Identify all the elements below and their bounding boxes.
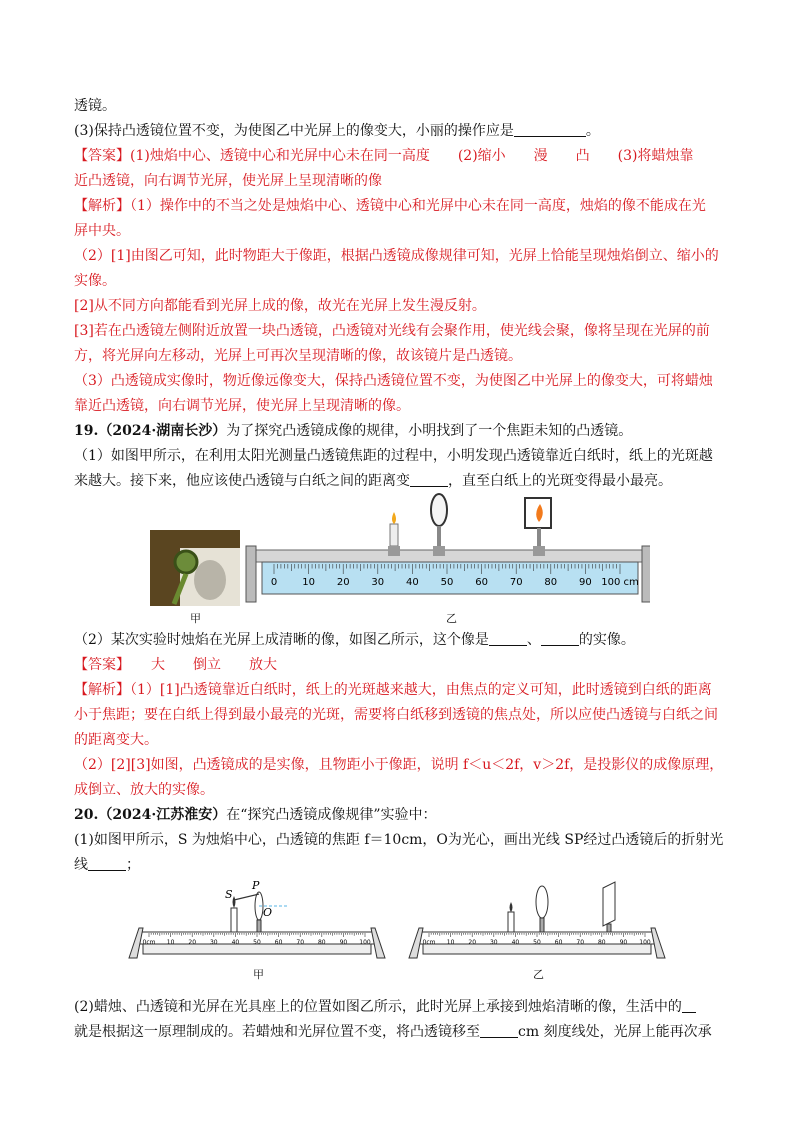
ruler-label: 40 bbox=[231, 939, 240, 946]
question-20-part1: 线 ； bbox=[74, 857, 140, 873]
analysis-line: 小于焦距；要在白纸上得到最小最亮的光斑，需要将白纸移到透镜的焦点处，所以应使凸透镜与白纸之间 bbox=[74, 707, 718, 723]
analysis-line: 实像。 bbox=[74, 273, 116, 289]
ruler-label: 60 bbox=[274, 939, 283, 946]
ruler-label: 40 bbox=[406, 577, 419, 588]
answer-blank bbox=[410, 472, 448, 487]
figure-20 bbox=[125, 878, 675, 980]
label-o: O bbox=[263, 906, 273, 919]
ruler-label: 0cm bbox=[142, 939, 156, 946]
figure-caption: 乙 bbox=[446, 612, 457, 625]
figure-caption: 甲 bbox=[190, 612, 201, 625]
ruler-label: 40 bbox=[511, 939, 520, 946]
question-19-part1: （1）如图甲所示，在利用太阳光测量凸透镜焦距的过程中，小明发现凸透镜靠近白纸时，纸上的光斑越 bbox=[74, 448, 713, 464]
question-20-part2: 就是根据这一原理制成的。若蜡烛和光屏位置不变，将凸透镜移至 cm 刻度线处，光屏上能再次承 bbox=[74, 1024, 712, 1040]
analysis-line: [3]若在凸透镜左侧附近放置一块凸透镜，凸透镜对光线有会聚作用，使光线会聚，像将呈现在光屏的前 bbox=[74, 323, 710, 339]
ruler-label: 80 bbox=[544, 577, 558, 588]
analysis-line: 方，将光屏向左移动，光屏上可再次呈现清晰的像，故该镜片是凸透镜。 bbox=[74, 348, 522, 364]
ruler-label: 20 bbox=[468, 939, 477, 946]
ruler-label: 50 bbox=[533, 939, 541, 946]
ruler-label: 100 bbox=[359, 939, 371, 946]
analysis-line: 靠近凸透镜，向右调节光屏，使光屏上呈现清晰的像。 bbox=[74, 398, 410, 414]
question-19-header: 19.（2024·湖南长沙）为了探究凸透镜成像的规律，小明找到了一个焦距未知的凸透镜。 bbox=[74, 423, 633, 439]
answer-line: 【答案】(1)烛焰中心、透镜中心和光屏中心未在同一高度 (2)缩小 漫 凸 (3)将蜡烛靠 bbox=[74, 148, 694, 164]
ruler-label: 30 bbox=[371, 577, 385, 588]
answer-blank bbox=[682, 998, 696, 1013]
ruler-label: 50 bbox=[253, 939, 261, 946]
question-20-part1: (1)如图甲所示，S 为烛焰中心，凸透镜的焦距 f＝10cm，O为光心，画出光线 SP经过凸透镜后的折射光 bbox=[74, 832, 724, 848]
answer-blank bbox=[480, 1023, 518, 1038]
ruler-label: 70 bbox=[576, 939, 585, 946]
ruler-label: 60 bbox=[554, 939, 563, 946]
answer-line: 近凸透镜，向右调节光屏，使光屏上呈现清晰的像 bbox=[74, 173, 382, 189]
question-20-header: 20.（2024·江苏淮安）在“探究凸透镜成像规律”实验中： bbox=[74, 807, 437, 823]
label-p: P bbox=[252, 879, 260, 892]
text-line: 透镜。 bbox=[74, 98, 116, 114]
ruler-label: 60 bbox=[475, 577, 488, 588]
answer-blank bbox=[489, 631, 527, 646]
figure-19 bbox=[150, 488, 650, 625]
figure-caption: 乙 bbox=[533, 968, 544, 981]
ruler-label: 100 bbox=[639, 939, 651, 946]
ruler-label: 10 bbox=[446, 939, 455, 946]
figure-19-drawing bbox=[150, 488, 650, 620]
question-19-part1: 来越大。接下来，他应该使凸透镜与白纸之间的距离变 ，直至白纸上的光斑变得最小最亮。 bbox=[74, 473, 672, 489]
ruler-label: 30 bbox=[489, 939, 498, 946]
ruler-label: 90 bbox=[339, 939, 348, 946]
analysis-line: 【解析】（1）操作中的不当之处是烛焰中心、透镜中心和光屏中心未在同一高度，烛焰的像不能成在光 bbox=[74, 198, 706, 214]
ruler-label: 20 bbox=[188, 939, 197, 946]
question-20-part2: (2)蜡烛、凸透镜和光屏在光具座上的位置如图乙所示，此时光屏上承接到烛焰清晰的像，生活中的 bbox=[74, 998, 724, 1016]
ruler-label: 90 bbox=[619, 939, 628, 946]
label-s: S bbox=[225, 888, 233, 901]
ruler-label: 10 bbox=[166, 939, 175, 946]
ruler-label: 50 bbox=[440, 577, 454, 588]
ruler-label: 70 bbox=[296, 939, 305, 946]
question-19-part2: （2）某次实验时烛焰在光屏上成清晰的像，如图乙所示，这个像是 、 的实像。 bbox=[74, 632, 635, 648]
analysis-line: （3）凸透镜成实像时，物近像远像变大，保持凸透镜位置不变，为使图乙中光屏上的像变大，可将蜡烛 bbox=[74, 373, 713, 389]
question-18-part3: (3)保持凸透镜位置不变，为使图乙中光屏上的像变大，小丽的操作应是 。 bbox=[74, 123, 600, 139]
analysis-line: 成倒立、放大的实像。 bbox=[74, 782, 214, 798]
ruler-label: 90 bbox=[579, 577, 592, 588]
ruler-label: 0 bbox=[270, 577, 278, 588]
answer-blank bbox=[514, 122, 586, 137]
analysis-line: 屏中央。 bbox=[74, 223, 130, 239]
ruler-label: 0cm bbox=[422, 939, 436, 946]
analysis-line: 【解析】（1）[1]凸透镜靠近白纸时，纸上的光斑越来越大，由焦点的定义可知，此时透镜到白纸的距离 bbox=[74, 682, 712, 698]
analysis-line: （2）[2][3]如图，凸透镜成的是实像，且物距小于像距，说明 f＜u＜2f，v＞2f，是投影仪的成像原理， bbox=[74, 757, 724, 773]
figure-20-drawing bbox=[125, 878, 675, 980]
analysis-line: 的距离变大。 bbox=[74, 732, 158, 748]
answer-blank bbox=[88, 856, 126, 871]
ruler-label: 30 bbox=[209, 939, 218, 946]
ruler-label: 10 bbox=[302, 577, 315, 588]
answer-blank bbox=[541, 631, 579, 646]
ruler-label: 80 bbox=[597, 939, 606, 946]
ruler-label: 100 cm bbox=[601, 577, 639, 588]
ruler-label: 70 bbox=[509, 577, 523, 588]
ruler-label: 20 bbox=[336, 577, 350, 588]
answer-line: 【答案】 大 倒立 放大 bbox=[74, 657, 277, 673]
figure-caption: 甲 bbox=[253, 968, 264, 981]
ruler-label: 80 bbox=[317, 939, 326, 946]
analysis-line: [2]从不同方向都能看到光屏上成的像，故光在光屏上发生漫反射。 bbox=[74, 298, 486, 314]
analysis-line: （2）[1]由图乙可知，此时物距大于像距，根据凸透镜成像规律可知，光屏上恰能呈现烛焰倒立、缩小的 bbox=[74, 248, 719, 264]
